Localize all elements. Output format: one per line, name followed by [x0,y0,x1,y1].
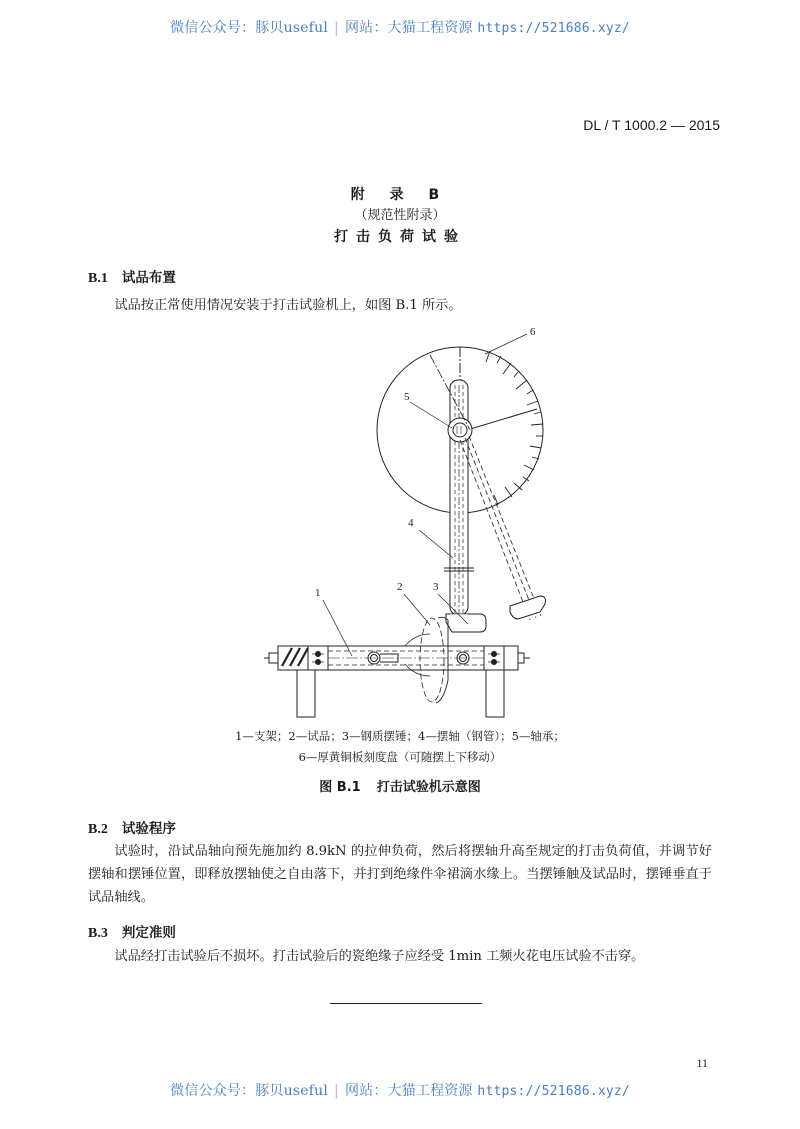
watermark-separator: | [334,1083,339,1099]
figure-title: 打击试验机示意图 [376,780,481,795]
section-body-b3: 试品经打击试验后不损坏。打击试验后的瓷绝缘子应经受 1min 工频火花电压试验不击穿。 [114,949,645,964]
hammer-swing-position [510,596,545,619]
section-number: B.1 [88,271,108,286]
callout-5: 5 [404,391,410,403]
watermark-site: 网站：大猫工程资源 [344,1083,473,1099]
section-body-b1: 试品按正常使用情况安装于打击试验机上，如图 B.1 所示。 [114,298,462,313]
callout-2: 2 [397,581,403,593]
watermark-bottom [0,1080,800,1100]
figure-caption [0,776,800,795]
section-number: B.2 [88,822,108,837]
callouts [323,334,527,656]
standard-code: DL / T 1000.2 — 2015 [583,117,720,133]
page-number: 11 [696,1056,708,1070]
watermark-site: 网站：大猫工程资源 [344,20,473,36]
section-title: 试验程序 [121,821,176,837]
callout-1: 1 [315,587,321,599]
figure-legend-line2: 6—厚黄铜板刻度盘（可随摆上下移动） [298,750,502,764]
watermark-wechat: 微信公众号：豚贝useful [170,20,329,36]
watermark-top [0,17,800,37]
watermark-url[interactable]: https://521686.xyz/ [477,21,630,36]
watermark-url[interactable]: https://521686.xyz/ [477,1084,630,1099]
pendulum-arm [444,380,474,615]
section-heading-b2 [88,817,176,838]
section-heading-b1 [88,266,176,287]
pendulum-swing-ghost [430,355,541,620]
support-frame [264,646,530,717]
callout-6: 6 [530,326,536,338]
appendix-title: 附 录 B [350,187,450,203]
section-heading-b3 [88,921,176,942]
steel-hammer [446,614,486,632]
callout-3: 3 [433,581,439,593]
end-of-standard-rule [330,1003,482,1004]
section-number: B.3 [88,926,108,941]
bearing [448,418,472,442]
figure-legend-line1: 1—支架；2—试品；3—钢质摆锤；4—摆轴（钢管）；5—轴承； [235,729,565,743]
figure-number: 图 B.1 [319,780,361,795]
section-body-b2: 试验时，沿试品轴向预先施加约 8.9kN 的拉伸负荷，然后将摆轴升高至规定的打击负荷值，并调节好摆轴和摆锤位置，即释放摆轴使之自由落下，并打到绝缘件伞裙滴水缘上。当摆锤触及试品时，摆锤垂直于试品轴线。 [88,844,712,905]
watermark-wechat: 微信公众号：豚贝useful [170,1083,329,1099]
callout-4: 4 [408,517,414,529]
specimen [405,617,448,703]
appendix-name: 打击负荷试验 [334,229,466,245]
section-title: 试品布置 [121,270,176,286]
section-title: 判定准则 [121,925,176,941]
appendix-subtitle: （规范性附录） [354,208,446,223]
watermark-separator: | [334,20,339,36]
impact-test-machine-diagram [240,320,570,720]
